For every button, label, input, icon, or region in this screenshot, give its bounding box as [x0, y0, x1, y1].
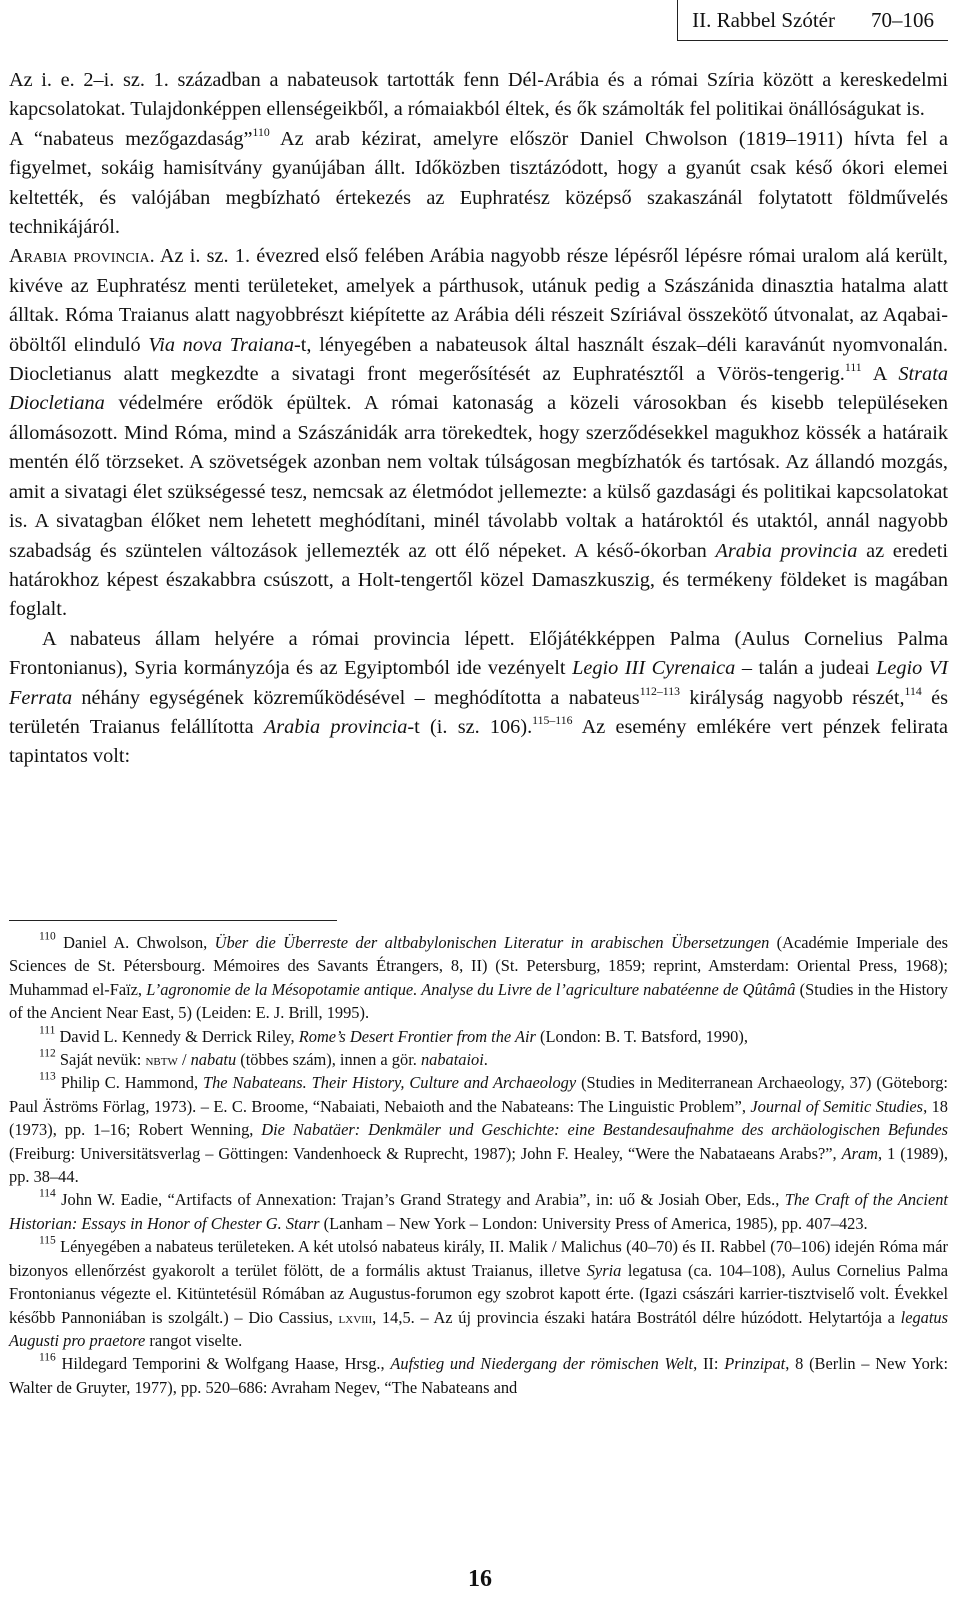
footnote-divider [9, 920, 337, 921]
running-header-years: 70–106 [871, 7, 934, 32]
section-heading: Arabia provincia [9, 245, 150, 268]
page-number: 16 [468, 1566, 492, 1592]
footnotes [9, 931, 948, 1399]
footnote-112: $^{112}$ Saját nevük: nbtw / nabatu (többes szám), innen a gör. nabataioi. [39, 1047, 488, 1070]
main-text [9, 66, 948, 772]
footnote-113: $^{113}$ Philip C. Hammond, The Nabateans. Their History, Culture and Archaeology (Studies in Mediterranean Archaeology, 37) (Göteborg: Paul Äströms Förlag, 1973). – E. C. Broome, “Nabaiati, Nebaioth and the Nabateans: The Linguistic Problem”, Journal of Semitic Studies, 18 (1973), pp. 1–16; Robert Wenning, Die Nabatäer: Denkmäler und Geschichte: eine Bestandesaufnahme des archäologischen Befundes (Freiburg: Universitätsverlag – Göttingen: Vandenhoeck & Ruprecht, 1987); John F. Healey, “Were the Nabataeans Arabs?”, Aram, 1 (1989), pp. 38–44. [9, 1070, 948, 1187]
footnote-ref-114[interactable]: 114 [904, 684, 922, 698]
footnote-114: $^{114}$ John W. Eadie, “Artifacts of Annexation: Trajan’s Grand Strategy and Arabia”, in: uő & Josiah Ober, Eds., The Craft of the Ancient Historian: Essays in Honor of Chester G. Starr (Lanham – New York – London: University Press of America, 1985), pp. 407–423. [9, 1187, 948, 1233]
footnote-ref-112-113[interactable]: 112–113 [639, 684, 681, 698]
footnote-110: $^{110}$ Daniel A. Chwolson, Über die Überreste der altbabylonischen Literatur in arabischen Übersetzungen (Académie Imperiale des Sciences de St. Pétersbourg. Mémoires des Savants Étrangers, 8, II) (St. Petersburg, 1859; reprint, Amsterdam: Oriental Press, 1968); Muhammad el-Faïz, L’agronomie de la Mésopotamie antique. Analyse du Livre de l’agriculture nabatéenne de Qûtâmâ (Studies in the History of the Ancient Near East, 5) (Leiden: E. J. Brill, 1995). [9, 930, 948, 1023]
footnote-ref-115-116[interactable]: 115–116 [532, 714, 573, 728]
footnote-ref-111[interactable]: 111 [844, 361, 862, 375]
paragraph-4: A nabateus állam helyére a római provincia lépett. Előjátékképpen Palma (Aulus Cornelius Palma Frontonianus), Syria kormányzója és az Egyiptomból ide vezényelt Legio III Cyrenaica – talán a judeai Legio VI Ferrata néhány egységének közreműködésével – meghódította a nabateus$^{112-113}$ királyság nagyobb részét,$^{114}$ és területén Traianus felállította Arabia provincia-t (i. sz. 106).$^{115-116}$ Az esemény emlékére vert pénzek felirata tapintatos volt: [9, 627, 949, 768]
paragraph-1: Az i. e. 2–i. sz. 1. században a nabateusok tartották fenn Dél-Arábia és a római Szíria között a kereskedelmi kapcsolatokat. Tulajdonképpen ellenségeikből, a rómaiakból éltek, és ők számolták fel politikai önállóságukat is. [9, 69, 948, 121]
paragraph-2: A “nabateus mezőgazdaság”$^{110}$ Az arab kézirat, amelyre először Daniel Chwolson (1819–1911) hívta fel a figyelmet, sokáig hamisítvány gyanújában állt. Időközben tisztázódott, hogy a gyanút csak késő ókori elemei keltették, és valójában megbízható értekezés az Euphratész középső szakaszánál folytatott földművelés technikájáról. [9, 125, 948, 239]
running-header [677, 0, 948, 41]
footnote-116: $^{116}$ Hildegard Temporini & Wolfgang Haase, Hrsg., Aufstieg und Niedergang der römischen Welt, II: Prinzipat, 8 (Berlin – New York: Walter de Gruyter, 1977), pp. 520–686: Avraham Negev, “The Nabateans and [9, 1351, 949, 1397]
running-header-title: II. Rabbel Szótér [692, 7, 835, 32]
footnote-115: $^{115}$ Lényegében a nabateus területeken. A két utolsó nabateus király, II. Malik / Malichus (40–70) és II. Rabbel (70–106) idején Róma már bizonyos ellenőrzést gyakorolt a terület fölött, de a formális aktust Traianus, illetve Syria legatusa (ca. 104–108), Aulus Cornelius Palma Frontonianus végezte el. Kitüntetésül Rómában az Augustus-forumon egy szobrot kapott érte. (Igazi császári karrier-tisztviselő volt. Évekkel később Pannoniában is szolgált.) – Dio Cassius, lxviii, 14,5. – Az új provincia északi határa Bostrától délre húzódott. Helytartója a legatus Augusti pro praetore rangot viselte. [9, 1234, 948, 1350]
footnote-ref-110[interactable]: 110 [252, 125, 270, 139]
paragraph-arabia-provincia: Arabia provincia. Az i. sz. 1. évezred első felében Arábia nagyobb része lépésről lépésre római uralom alá került, kivéve az Euphratész menti területeket, amelyek a párthusok, utánuk pedig a Szászánida dinasztia hatalma alatt álltak. Róma Traianus alatt nagyobbrészt kiépítette az Arábia déli részeit Szíriával összekötő útvonalat, az Aqabai-öböltől elinduló Via nova Traiana-t, lényegében a nabateusok által használt észak–déli karavánút nyomvonalán. Diocletianus alatt megkezdte a sivatagi front megerősítését az Euphratésztől a Vörös-tengerig.$^{111}$ A Strata Diocletiana védelmére erődök épültek. A római katonaság a közeli városokban és kisebb településeken állomásozott. Mind Róma, mind a Szászánidák arra törekedtek, hogy szerződésekkel magukhoz kössék a határaik mentén élő törzseket. A szövetségek azonban nem voltak túlságosan megbízhatók és tartósak. Az állandó mozgás, amit a sivatagi élet szükségessé tesz, nemcsak az életmódot jellemezte: a külső gazdasági és politikai kapcsolatokat is. A sivatagban élőket nem lehetett meghódítani, minél távolabb voltak a határoktól és utaktól, annál nagyobb szabadság és szüntelen változások jellemezték az ott élő népeket. A késő-ókorban Arabia provincia az eredeti határokhoz képest északabbra csúszott, a Holt-tengertől közel Damaszkuszig, és termékeny földeket is magában foglalt. [9, 245, 948, 621]
footnote-111: $^{111}$ David L. Kennedy & Derrick Riley, Rome’s Desert Frontier from the Air (London: B. T. Batsford, 1990), [39, 1024, 748, 1046]
